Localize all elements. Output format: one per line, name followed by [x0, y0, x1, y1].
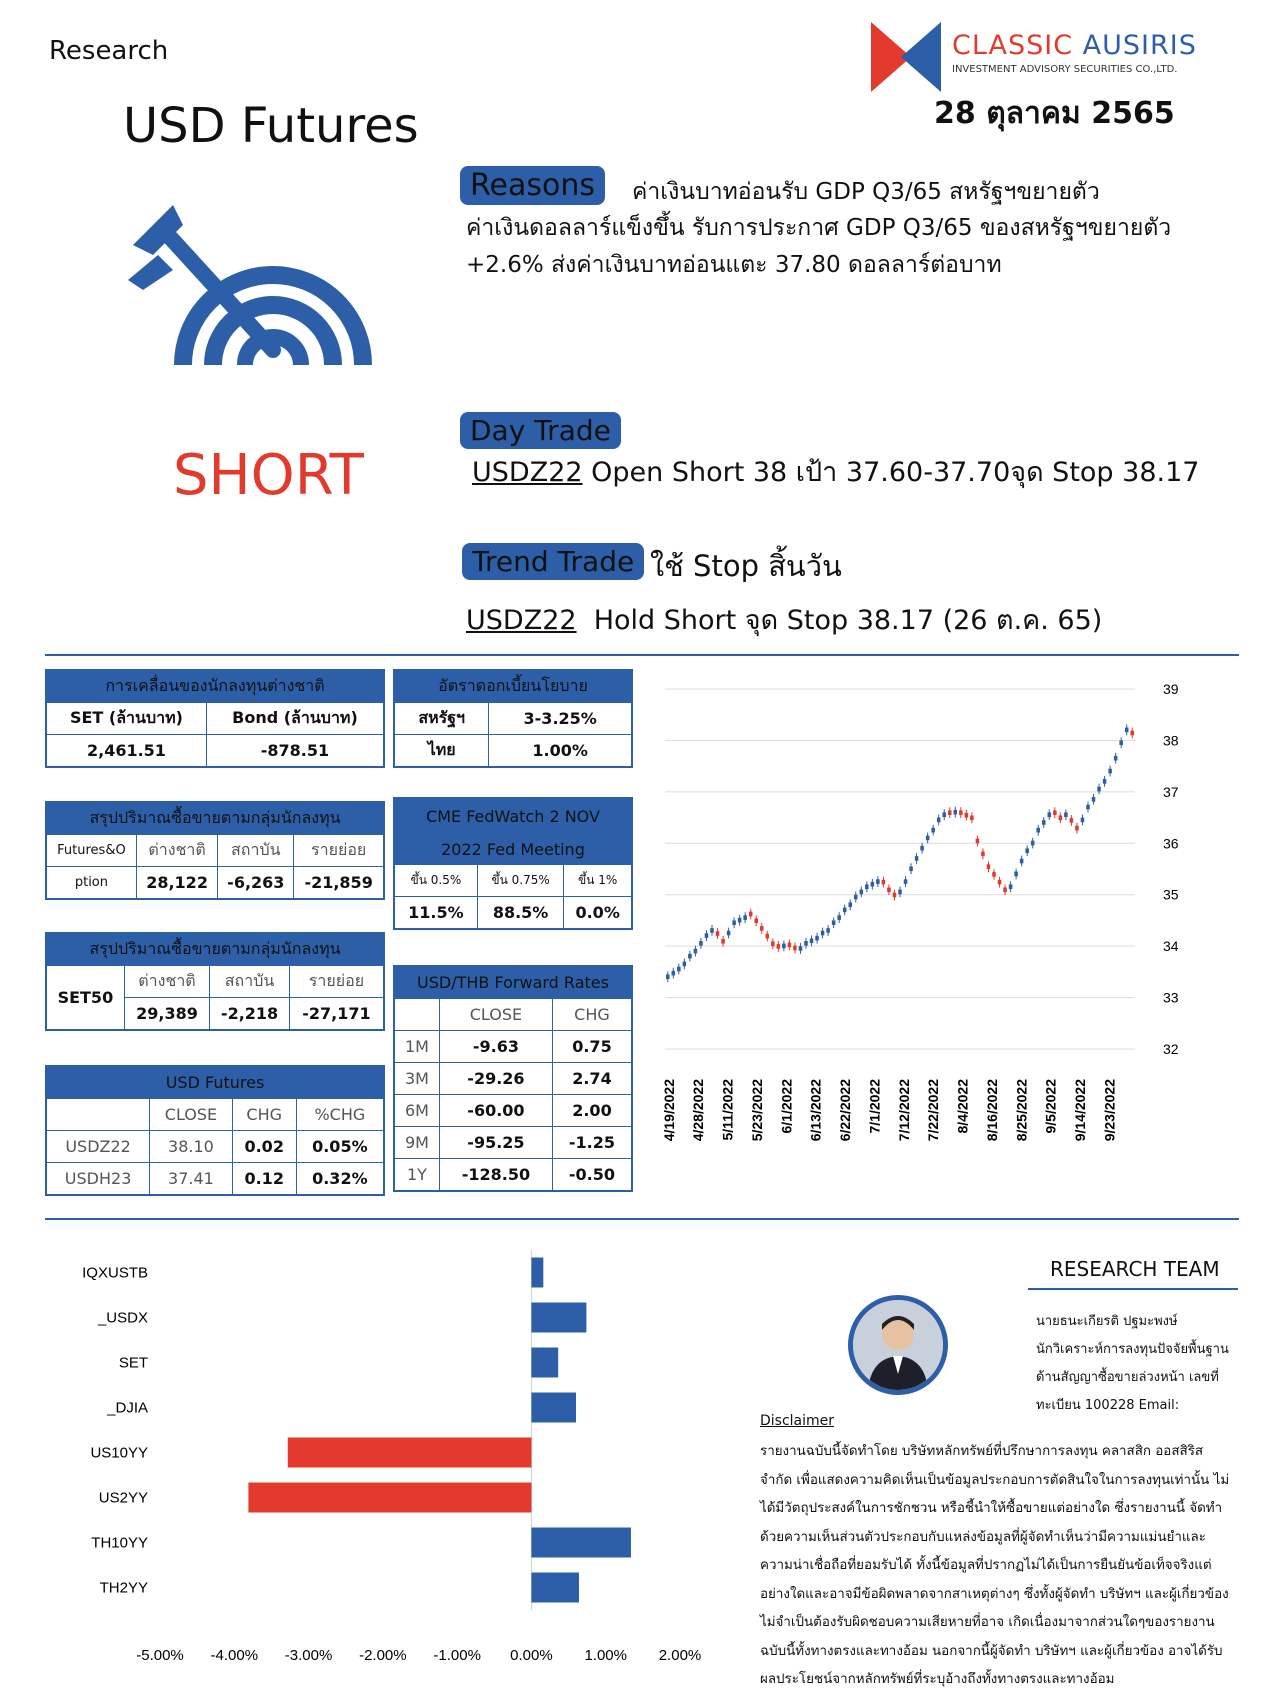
table-cell: -128.50: [439, 1159, 552, 1192]
foreign-flow-table: [45, 669, 385, 768]
table-cell: 38.10: [150, 1131, 233, 1163]
table-cell: 0.12: [232, 1163, 296, 1196]
table-header-cell: CHG: [232, 1099, 296, 1131]
forward-rates-table: [393, 965, 633, 1192]
category-label: US10YY: [90, 1444, 148, 1462]
candle-body: [882, 880, 886, 885]
table-header-cell: CLOSE: [439, 999, 552, 1031]
candle-body: [909, 866, 913, 871]
table-header-cell: ขึ้น 0.75%: [477, 865, 564, 897]
category-label: TH2YY: [99, 1579, 148, 1597]
candle-body: [1059, 816, 1063, 821]
candle-body: [672, 971, 676, 976]
candle-body: [754, 918, 758, 923]
candle-body: [821, 931, 825, 936]
candle-body: [876, 879, 880, 884]
table-cell: 9M: [394, 1127, 439, 1159]
table-header-cell: CHG: [552, 999, 632, 1031]
table-cell: -9.63: [439, 1031, 552, 1063]
day-trade-text: [472, 450, 1199, 493]
y-tick-label: 35: [1163, 886, 1179, 903]
candle-body: [766, 934, 770, 939]
trend-trade-label: Trend Trade: [462, 543, 644, 580]
analyst-avatar: [848, 1295, 948, 1395]
x-tick-label: 9/14/2022: [1072, 1079, 1089, 1142]
candle-body: [1003, 888, 1007, 893]
candle-body: [837, 915, 841, 920]
candle-body: [760, 926, 764, 931]
candle-body: [948, 810, 952, 815]
candle-body: [976, 839, 980, 844]
candle-body: [699, 941, 703, 946]
disclaimer-title: Disclaimer: [760, 1413, 835, 1429]
table-cell: 0.02: [232, 1131, 296, 1163]
table-cell: 1M: [394, 1031, 439, 1063]
fedwatch-table: [393, 797, 633, 930]
candle-body: [1053, 810, 1057, 815]
table-header-cell: ขึ้น 1%: [564, 865, 632, 897]
table-cell: 28,122: [136, 867, 217, 900]
table-header-cell: รายย่อย: [294, 835, 384, 867]
candle-body: [710, 928, 714, 933]
candle-body: [1031, 841, 1035, 846]
candle-body: [716, 931, 720, 936]
team-line: นักวิเคราะห์การลงทุนปัจจัยพื้นฐาน: [1036, 1342, 1229, 1357]
candle-body: [843, 908, 847, 913]
table-cell: -878.51: [206, 735, 384, 768]
candle-body: [854, 895, 858, 900]
table-cell: SET50: [46, 966, 124, 1031]
table-cell: ไทย: [394, 735, 489, 768]
candle-body: [1119, 740, 1123, 745]
table-cell: USDZ22: [46, 1131, 150, 1163]
brand-subtitle: INVESTMENT ADVISORY SECURITIES CO.,LTD.: [952, 64, 1178, 75]
candle-body: [1042, 820, 1046, 825]
candle-body: [743, 915, 747, 920]
candle-body: [920, 846, 924, 851]
y-tick-label: 36: [1163, 835, 1179, 852]
x-tick-label: 9/23/2022: [1101, 1079, 1118, 1142]
reasons-label: Reasons: [460, 166, 605, 205]
brand-name: [952, 30, 1197, 61]
candle-body: [771, 942, 775, 947]
day-trade-label: Day Trade: [460, 412, 621, 449]
bar: [531, 1258, 543, 1288]
candle-body: [965, 813, 969, 818]
candle-body: [1048, 812, 1052, 817]
table-cell: -60.00: [439, 1095, 552, 1127]
person-icon: [853, 1300, 943, 1390]
table-cell: 0.05%: [296, 1131, 384, 1163]
table-header-cell: ต่างชาติ: [124, 966, 209, 998]
research-team-title: RESEARCH TEAM: [1050, 1257, 1220, 1281]
candle-body: [898, 890, 902, 895]
futures-flow-title: สรุปปริมาณซื้อขายตามกลุ่มนักลงทุน: [46, 802, 384, 835]
table-cell: 88.5%: [477, 897, 564, 930]
x-tick-label: -5.00%: [136, 1647, 184, 1664]
x-tick-label: -3.00%: [284, 1647, 333, 1664]
x-tick-label: 4/19/2022: [660, 1079, 677, 1142]
candle-body: [942, 812, 946, 817]
candle-body: [1070, 818, 1074, 823]
bar: [531, 1393, 576, 1423]
candle-body: [1092, 797, 1096, 802]
x-tick-label: 2.00%: [658, 1647, 702, 1664]
candle-body: [815, 936, 819, 941]
day-trade-detail: Open Short 38 เป้า 37.60-37.70จุด Stop 38.17: [582, 457, 1200, 488]
candle-body: [1025, 848, 1029, 853]
candle-body: [688, 954, 692, 959]
brand-name-first: CLASSIC: [952, 30, 1074, 61]
candle-body: [810, 938, 814, 943]
x-tick-label: -4.00%: [210, 1647, 259, 1664]
foreign-flow-title: การเคลื่อนของนักลงทุนต่างชาติ: [46, 670, 384, 703]
candle-body: [992, 872, 996, 877]
table-header-cell: %CHG: [296, 1099, 384, 1131]
section-divider: [45, 654, 1239, 656]
brand-logo-icon: [871, 22, 941, 92]
candle-body: [1014, 872, 1018, 877]
trend-trade-text: [466, 598, 1102, 641]
y-tick-label: 39: [1163, 681, 1179, 697]
table-cell: 0.0%: [564, 897, 632, 930]
reason-line-3: +2.6% ส่งค่าเงินบาทอ่อนแตะ 37.80 ดอลลาร์ต่อบาท: [466, 252, 1002, 278]
candle-body: [782, 944, 786, 949]
candle-body: [1125, 728, 1129, 733]
bar: [531, 1528, 631, 1558]
forward-rates-title: USD/THB Forward Rates: [394, 966, 632, 999]
bar: [288, 1438, 532, 1468]
x-tick-label: 0.00%: [510, 1647, 553, 1664]
candle-body: [915, 856, 919, 861]
disclaimer-text: รายงานฉบับนี้จัดทำโดย บริษัทหลักทรัพย์ที่ปรึกษาการลงทุน คลาสสิก ออสสิริส จำกัด เพื่อแสดงความคิดเห็นเป็นข้อมูลประกอบการตัดสินใจในการลงทุนเท่านั้น ไม่ได้มีวัตถุประสงค์ในการชักชวน หรือชี้นำให้ซื้อขายแต่อย่างใด ซึ่งรายงานนี้ จัดทำด้วยความเห็นส่วนตัวประกอบกับแหล่งข้อมูลที่ผู้จัดทำเห็นว่ามีความแม่นยำและความน่าเชื่อถือที่ยอมรับได้ ทั้งนี้ข้อมูลที่ปรากฏไม่ได้เป็นการยืนยันข้อเท็จจริงแต่อย่างใดและอาจมีข้อผิดพลาดจากสาเหตุต่างๆ ซึ่งทั้งผู้จัดทำ บริษัทฯ และผู้เกี่ยวข้องไม่จำเป็นต้องรับผิดชอบความเสียหายที่อาจ เกิดเนื่องมาจากส่วนใดๆของรายงานฉบับนี้ทั้งทางตรงและทางอ้อม นอกจากนี้ผู้จัดทำ บริษัทฯ และผู้เกี่ยวข้อง อาจได้รับผลประโยชน์จากหลักทรัพย์ที่ระบุอ้างถึงทั้งทางตรงและทางอ้อม: [760, 1444, 1230, 1687]
table-header-cell: ขึ้น 0.5%: [394, 865, 477, 897]
table-cell: -2,218: [210, 998, 290, 1031]
candle-body: [1103, 779, 1107, 784]
y-tick-label: 38: [1163, 732, 1179, 749]
y-tick-label: 37: [1163, 783, 1179, 800]
candle-body: [1020, 859, 1024, 864]
brand-name-second: AUSIRIS: [1082, 30, 1197, 61]
candle-body: [1064, 812, 1068, 817]
candle-body: [1097, 787, 1101, 792]
bar: [248, 1483, 531, 1513]
candle-body: [1108, 769, 1112, 774]
table-cell: 2,461.51: [46, 735, 206, 768]
candle-body: [694, 949, 698, 954]
table-cell: 29,389: [124, 998, 209, 1031]
table-cell: -1.25: [552, 1127, 632, 1159]
table-cell: -6,263: [218, 867, 294, 900]
table-cell: 0.75: [552, 1031, 632, 1063]
candle-body: [727, 931, 731, 936]
futures-flow-table: [45, 801, 385, 900]
table-cell: -27,171: [289, 998, 384, 1031]
candle-body: [788, 943, 792, 948]
category-label: US2YY: [98, 1489, 148, 1507]
table-cell: 11.5%: [394, 897, 477, 930]
x-tick-label: 7/1/2022: [866, 1079, 883, 1134]
table-cell: Futures&O: [46, 835, 136, 867]
team-line: ด้านสัญญาซื้อขายล่วงหน้า เลขที่: [1036, 1370, 1219, 1385]
bar: [531, 1303, 586, 1333]
x-tick-label: -2.00%: [359, 1647, 407, 1664]
set50-flow-title: สรุปปริมาณซื้อขายตามกลุ่มนักลงทุน: [46, 933, 384, 966]
table-cell: 37.41: [150, 1163, 233, 1196]
x-tick-label: 9/5/2022: [1042, 1079, 1059, 1134]
candle-body: [1009, 884, 1013, 889]
candle-body: [826, 928, 830, 933]
table-cell: 3M: [394, 1063, 439, 1095]
category-label: IQXUSTB: [82, 1264, 148, 1282]
candle-body: [777, 944, 781, 949]
table-cell: 3-3.25%: [489, 703, 632, 735]
reason-line-1: ค่าเงินบาทอ่อนรับ GDP Q3/65 สหรัฐฯขยายตัว: [632, 179, 1100, 205]
table-cell: -0.50: [552, 1159, 632, 1192]
y-tick-label: 33: [1163, 989, 1179, 1006]
category-label: _USDX: [97, 1309, 148, 1327]
x-tick-label: 8/16/2022: [983, 1079, 1000, 1142]
candle-body: [987, 864, 991, 869]
table-cell: -29.26: [439, 1063, 552, 1095]
candle-body: [749, 912, 753, 917]
table-header-cell: สถาบัน: [218, 835, 294, 867]
candle-body: [871, 882, 875, 887]
team-line: นายธนะเกียรติ ปฐมะพงษ์: [1036, 1314, 1178, 1329]
category-label: _DJIA: [107, 1399, 148, 1417]
usd-futures-title: USD Futures: [46, 1066, 384, 1099]
policy-rate-title: อัตราดอกเบี้ยนโยบาย: [394, 670, 632, 703]
policy-rate-table: [393, 669, 633, 768]
fedwatch-title-2: 2022 Fed Meeting: [394, 834, 632, 865]
category-label: TH10YY: [91, 1534, 148, 1552]
candle-body: [893, 893, 897, 898]
candle-body: [793, 946, 797, 951]
table-cell: 2.00: [552, 1095, 632, 1127]
candle-body: [683, 962, 687, 967]
category-label: SET: [118, 1354, 148, 1372]
table-header-cell: Bond (ล้านบาท): [206, 703, 384, 735]
candle-body: [981, 852, 985, 857]
trend-trade-symbol: USDZ22: [466, 605, 577, 636]
fedwatch-title-1: CME FedWatch 2 NOV: [394, 798, 632, 834]
x-tick-label: 8/4/2022: [954, 1079, 971, 1134]
candle-body: [732, 920, 736, 925]
x-tick-label: 7/22/2022: [925, 1079, 942, 1142]
candle-body: [721, 939, 725, 944]
candle-body: [705, 933, 709, 938]
candle-body: [1086, 805, 1090, 810]
usd-candlestick-chart: [655, 665, 1235, 1205]
candle-body: [998, 880, 1002, 885]
team-line: ทะเบียน 100228 Email:: [1036, 1398, 1180, 1413]
table-cell: 6M: [394, 1095, 439, 1127]
candle-body: [865, 884, 869, 889]
x-tick-label: 6/1/2022: [778, 1079, 795, 1134]
candle-body: [804, 941, 808, 946]
signal-label: SHORT: [173, 443, 364, 508]
page-title: USD Futures: [123, 98, 419, 154]
section-label: Research: [49, 36, 169, 66]
table-cell: -95.25: [439, 1127, 552, 1159]
candle-body: [931, 828, 935, 833]
target-arrow-icon: [128, 205, 378, 375]
candle-body: [959, 810, 963, 815]
x-tick-label: 6/13/2022: [807, 1079, 824, 1142]
x-tick-label: -1.00%: [433, 1647, 481, 1664]
candle-body: [887, 888, 891, 893]
candle-body: [738, 918, 742, 923]
candle-body: [832, 920, 836, 925]
candle-body: [677, 967, 681, 972]
candle-body: [1130, 731, 1134, 736]
candle-body: [1114, 756, 1118, 761]
x-tick-label: 7/12/2022: [895, 1079, 912, 1142]
x-tick-label: 5/23/2022: [748, 1079, 765, 1142]
table-cell: 2.74: [552, 1063, 632, 1095]
table-header-cell: CLOSE: [150, 1099, 233, 1131]
table-cell: 0.32%: [296, 1163, 384, 1196]
market-change-bar-chart: [40, 1240, 720, 1680]
x-tick-label: 8/25/2022: [1013, 1079, 1030, 1142]
candle-body: [848, 902, 852, 907]
x-tick-label: 1.00%: [584, 1647, 627, 1664]
x-tick-label: 6/22/2022: [837, 1079, 854, 1142]
table-cell: 1.00%: [489, 735, 632, 768]
table-header-cell: สถาบัน: [210, 966, 290, 998]
candle-body: [970, 816, 974, 821]
candle-body: [666, 974, 670, 979]
candle-body: [1081, 818, 1085, 823]
candle-body: [937, 818, 941, 823]
table-cell: USDH23: [46, 1163, 150, 1196]
candle-body: [1075, 826, 1079, 831]
y-tick-label: 32: [1163, 1041, 1179, 1057]
candle-body: [860, 890, 864, 895]
usd-futures-table: [45, 1065, 385, 1196]
table-cell: สหรัฐฯ: [394, 703, 489, 735]
table-cell: -21,859: [294, 867, 384, 900]
report-date: 28 ตุลาคม 2565: [934, 96, 1175, 131]
team-divider: [1028, 1288, 1238, 1290]
candle-body: [926, 836, 930, 841]
y-tick-label: 34: [1163, 938, 1179, 955]
team-info: [1036, 1308, 1246, 1420]
table-cell: ption: [46, 867, 136, 900]
section-divider: [45, 1218, 1239, 1220]
x-tick-label: 5/11/2022: [719, 1079, 736, 1141]
candle-body: [904, 879, 908, 884]
trend-trade-detail: Hold Short จุด Stop 38.17 (26 ต.ค. 65): [576, 605, 1103, 636]
candle-body: [1036, 828, 1040, 833]
trend-trade-note: ใช้ Stop สิ้นวัน: [650, 549, 842, 583]
x-tick-label: 4/28/2022: [690, 1079, 707, 1142]
bar: [531, 1348, 558, 1378]
table-header-cell: ต่างชาติ: [136, 835, 217, 867]
table-header-cell: SET (ล้านบาท): [46, 703, 206, 735]
set50-flow-table: [45, 932, 385, 1031]
table-header-cell: รายย่อย: [289, 966, 384, 998]
candle-body: [799, 946, 803, 951]
reason-line-2: ค่าเงินดอลลาร์แข็งขึ้น รับการประกาศ GDP Q3/65 ของสหรัฐฯขยายตัว: [466, 215, 1172, 241]
candle-body: [954, 810, 958, 815]
table-cell: 1Y: [394, 1159, 439, 1192]
day-trade-symbol: USDZ22: [472, 457, 583, 488]
bar: [531, 1573, 579, 1603]
